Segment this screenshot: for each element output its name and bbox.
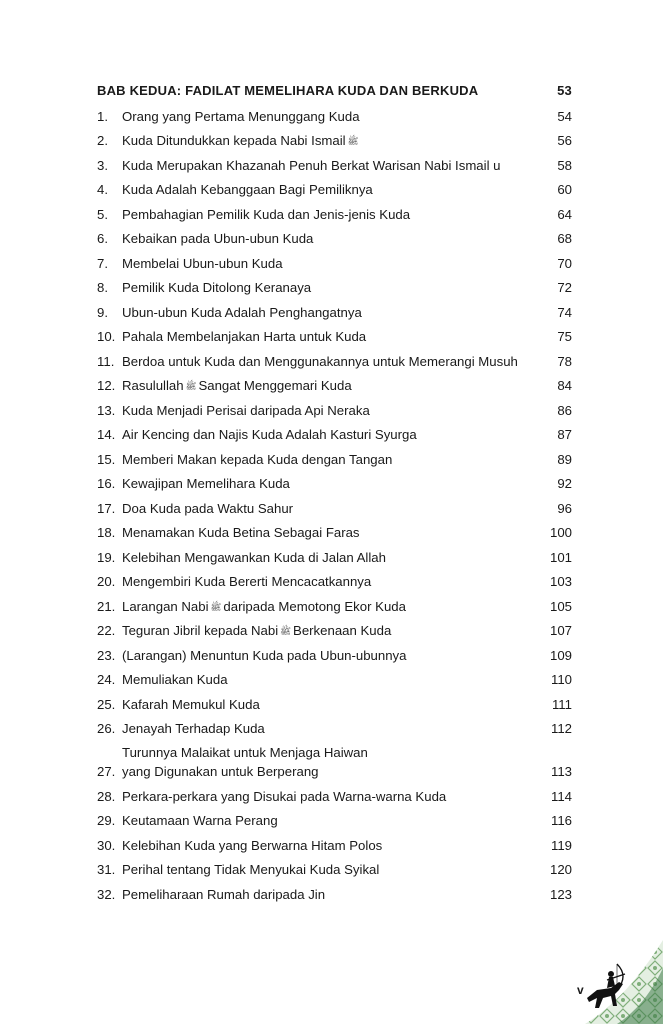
page-number: v [577, 983, 584, 997]
entry-page: 74 [557, 304, 572, 320]
entry-title [122, 327, 542, 346]
entry-title-text: Ubun-ubun Kuda Adalah Penghangatnya [122, 304, 362, 320]
entry-title-text-continued: Sangat Menggemari Kuda [198, 378, 352, 393]
entry-page: 58 [557, 157, 572, 173]
entry-page: 75 [557, 329, 572, 344]
entry-title-text: Larangan Nabi [122, 598, 209, 614]
entry-number: 29. [97, 813, 116, 828]
entry-title [122, 646, 542, 665]
toc-entry [97, 129, 572, 154]
entry-title [122, 597, 542, 616]
entry-title [122, 180, 542, 199]
entry-title-text: Kebaikan pada Ubun-ubun Kuda [122, 231, 314, 246]
entry-page: 60 [557, 182, 572, 197]
entry-number: 11. [97, 353, 115, 369]
entry-page: 78 [557, 353, 572, 369]
entry-page: 103 [549, 574, 572, 589]
entry-page: 120 [549, 862, 572, 877]
entry-page: 64 [557, 206, 572, 222]
entry-number: 8. [97, 280, 108, 295]
entry-title [122, 787, 542, 806]
chapter-title: BAB KEDUA: FADILAT MEMELIHARA KUDA DAN BERKUDA [97, 83, 479, 98]
entry-title [122, 107, 542, 126]
entry-title-text: Memberi Makan kepada Kuda dengan Tangan [122, 451, 393, 467]
entry-title-text: Kuda Ditundukkan kepada Nabi Ismail [122, 133, 346, 148]
toc-entry [97, 104, 572, 129]
horse-archer-icon [567, 928, 663, 1024]
entry-title-text: Kuda Menjadi Perisai daripada Api Neraka [122, 402, 370, 418]
toc-entry [97, 741, 572, 784]
toc-entry [97, 858, 572, 883]
entry-title-text: Doa Kuda pada Waktu Sahur [122, 500, 294, 516]
entry-number: 23. [97, 647, 116, 663]
toc-entry [97, 153, 572, 178]
entry-number: 5. [97, 206, 108, 222]
entry-title-text-continued: daripada Memotong Ekor Kuda [223, 598, 406, 614]
entry-page: 113 [550, 764, 572, 779]
entry-title-text: Rasulullah [122, 378, 184, 393]
honorific-glyph-icon: ﷺ [347, 136, 359, 147]
chapter-page: 53 [557, 83, 572, 98]
chapter-heading [97, 80, 572, 102]
entry-title [122, 523, 542, 542]
entry-title [122, 229, 542, 248]
entry-number: 18. [97, 525, 116, 540]
entry-title [122, 811, 542, 830]
entry-title [122, 156, 542, 175]
toc-entry [97, 447, 572, 472]
entry-title-text: Pemeliharaan Rumah daripada Jin [122, 886, 326, 902]
toc-entry [97, 276, 572, 301]
toc-entries [97, 104, 572, 907]
entry-number: 2. [97, 133, 108, 148]
entry-number: 31. [97, 862, 116, 877]
entry-title [122, 352, 542, 371]
entry-title [122, 425, 542, 444]
toc-entry [97, 882, 572, 907]
entry-title [122, 670, 542, 689]
entry-title-text: Kafarah Memukul Kuda [122, 696, 260, 712]
entry-title-text: Teguran Jibril kepada Nabi [122, 623, 279, 638]
entry-title [122, 131, 542, 150]
toc-entry [97, 227, 572, 252]
toc-entry [97, 833, 572, 858]
entry-title-text: Pahala Membelanjakan Harta untuk Kuda [122, 329, 367, 344]
entry-page: 110 [550, 672, 572, 687]
entry-title-text: Menamakan Kuda Betina Sebagai Faras [122, 525, 360, 540]
entry-title-text: Pembahagian Pemilik Kuda dan Jenis-jenis Kuda [122, 206, 411, 222]
entry-number: 1. [97, 108, 108, 124]
entry-page: 123 [549, 886, 572, 902]
entry-number: 13. [97, 402, 116, 418]
entry-page: 68 [557, 231, 572, 246]
entry-title [122, 401, 542, 420]
entry-title [122, 303, 542, 322]
entry-title [122, 205, 542, 224]
entry-number: 6. [97, 231, 108, 246]
entry-page: 119 [550, 837, 572, 853]
entry-title-text: Pemilik Kuda Ditolong Keranaya [122, 280, 312, 295]
entry-title [122, 743, 542, 781]
entry-page: 84 [557, 378, 572, 393]
toc-entry [97, 784, 572, 809]
entry-title [122, 254, 542, 273]
entry-title-line-2: yang Digunakan untuk Berperang [122, 764, 319, 779]
entry-number: 27. [97, 764, 116, 779]
toc-entry [97, 809, 572, 834]
toc-entry [97, 202, 572, 227]
entry-page: 101 [549, 549, 572, 565]
toc-entry [97, 717, 572, 742]
honorific-glyph-icon: ﷺ [210, 601, 222, 612]
entry-title-text: Berdoa untuk Kuda dan Menggunakannya untuk Memerangi Musuh [122, 353, 518, 369]
entry-page: 107 [549, 623, 572, 638]
entry-page: 54 [557, 108, 572, 124]
honorific-glyph-icon: ﷺ [185, 381, 197, 392]
entry-number: 24. [97, 672, 116, 687]
entry-title [122, 860, 542, 879]
entry-title [122, 278, 542, 297]
entry-title-text: Mengembiri Kuda Bererti Mencacatkannya [122, 574, 372, 589]
toc-entry [97, 496, 572, 521]
entry-title-text: Memuliakan Kuda [122, 672, 228, 687]
entry-number: 12. [97, 378, 116, 393]
toc-entry [97, 374, 572, 399]
entry-title-text: Kelebihan Kuda yang Berwarna Hitam Polos [122, 837, 383, 853]
toc-entry [97, 300, 572, 325]
toc-entry [97, 570, 572, 595]
entry-page: 87 [557, 427, 572, 442]
entry-page: 111 [551, 696, 572, 712]
entry-page: 86 [557, 402, 572, 418]
toc-entry [97, 594, 572, 619]
entry-number: 3. [97, 157, 108, 173]
entry-title [122, 376, 542, 395]
entry-number: 9. [97, 304, 108, 320]
entry-title [122, 885, 542, 904]
toc-entry [97, 423, 572, 448]
entry-number: 17. [97, 500, 116, 516]
entry-title-text: Kuda Merupakan Khazanah Penuh Berkat Warisan Nabi Ismail u [122, 157, 501, 173]
toc-entry [97, 398, 572, 423]
entry-number: 20. [97, 574, 116, 589]
toc-entry [97, 692, 572, 717]
entry-title [122, 836, 542, 855]
toc-entry [97, 325, 572, 350]
entry-number: 4. [97, 182, 108, 197]
entry-title-text: Jenayah Terhadap Kuda [122, 721, 265, 736]
entry-title-text: Keutamaan Warna Perang [122, 813, 278, 828]
entry-title-text: Perihal tentang Tidak Menyukai Kuda Syikal [122, 862, 380, 877]
entry-title-text-continued: Berkenaan Kuda [293, 623, 392, 638]
entry-page: 100 [549, 525, 572, 540]
toc-entry [97, 619, 572, 644]
toc-entry [97, 251, 572, 276]
entry-title [122, 499, 542, 518]
entry-title [122, 572, 542, 591]
entry-number: 26. [97, 721, 116, 736]
entry-page: 112 [550, 721, 572, 736]
toc-entry [97, 545, 572, 570]
entry-number: 16. [97, 476, 116, 491]
toc-entry [97, 178, 572, 203]
entry-title-text: (Larangan) Menuntun Kuda pada Ubun-ubunnya [122, 647, 407, 663]
entry-title-text: Perkara-perkara yang Disukai pada Warna-warna Kuda [122, 788, 447, 804]
entry-number: 15. [97, 451, 116, 467]
entry-page: 105 [549, 598, 572, 614]
entry-page: 92 [557, 476, 572, 491]
table-of-contents [97, 80, 572, 907]
entry-page: 56 [557, 133, 572, 148]
entry-title [122, 695, 542, 714]
honorific-glyph-icon: ﷺ [280, 626, 292, 637]
entry-title [122, 450, 542, 469]
entry-number: 25. [97, 696, 116, 712]
entry-page: 96 [557, 500, 572, 516]
entry-number: 14. [97, 427, 116, 442]
entry-title-text: Membelai Ubun-ubun Kuda [122, 255, 283, 271]
entry-number: 19. [97, 549, 116, 565]
entry-page: 114 [550, 788, 572, 804]
entry-number: 22. [97, 623, 116, 638]
toc-entry [97, 668, 572, 693]
entry-title [122, 548, 542, 567]
entry-number: 21. [97, 598, 116, 614]
entry-page: 72 [557, 280, 572, 295]
entry-title-text: Kewajipan Memelihara Kuda [122, 476, 290, 491]
entry-title [122, 621, 542, 640]
entry-title-text: Kuda Adalah Kebanggaan Bagi Pemiliknya [122, 182, 373, 197]
entry-page: 89 [557, 451, 572, 467]
entry-title-text: Air Kencing dan Najis Kuda Adalah Kasturi Syurga [122, 427, 417, 442]
entry-page: 109 [549, 647, 572, 663]
entry-title-text: Kelebihan Mengawankan Kuda di Jalan Allah [122, 549, 386, 565]
toc-entry [97, 521, 572, 546]
entry-title [122, 719, 542, 738]
entry-page: 116 [550, 813, 572, 828]
entry-page: 70 [557, 255, 572, 271]
toc-entry [97, 643, 572, 668]
entry-number: 32. [97, 886, 116, 902]
entry-title-text: Orang yang Pertama Menunggang Kuda [122, 108, 360, 124]
entry-title-text: Turunnya Malaikat untuk Menjaga Haiwan [122, 745, 368, 760]
entry-number: 30. [97, 837, 116, 853]
toc-entry [97, 349, 572, 374]
entry-title [122, 474, 542, 493]
entry-number: 7. [97, 255, 108, 271]
toc-entry [97, 472, 572, 497]
entry-number: 28. [97, 788, 116, 804]
entry-number: 10. [97, 329, 116, 344]
